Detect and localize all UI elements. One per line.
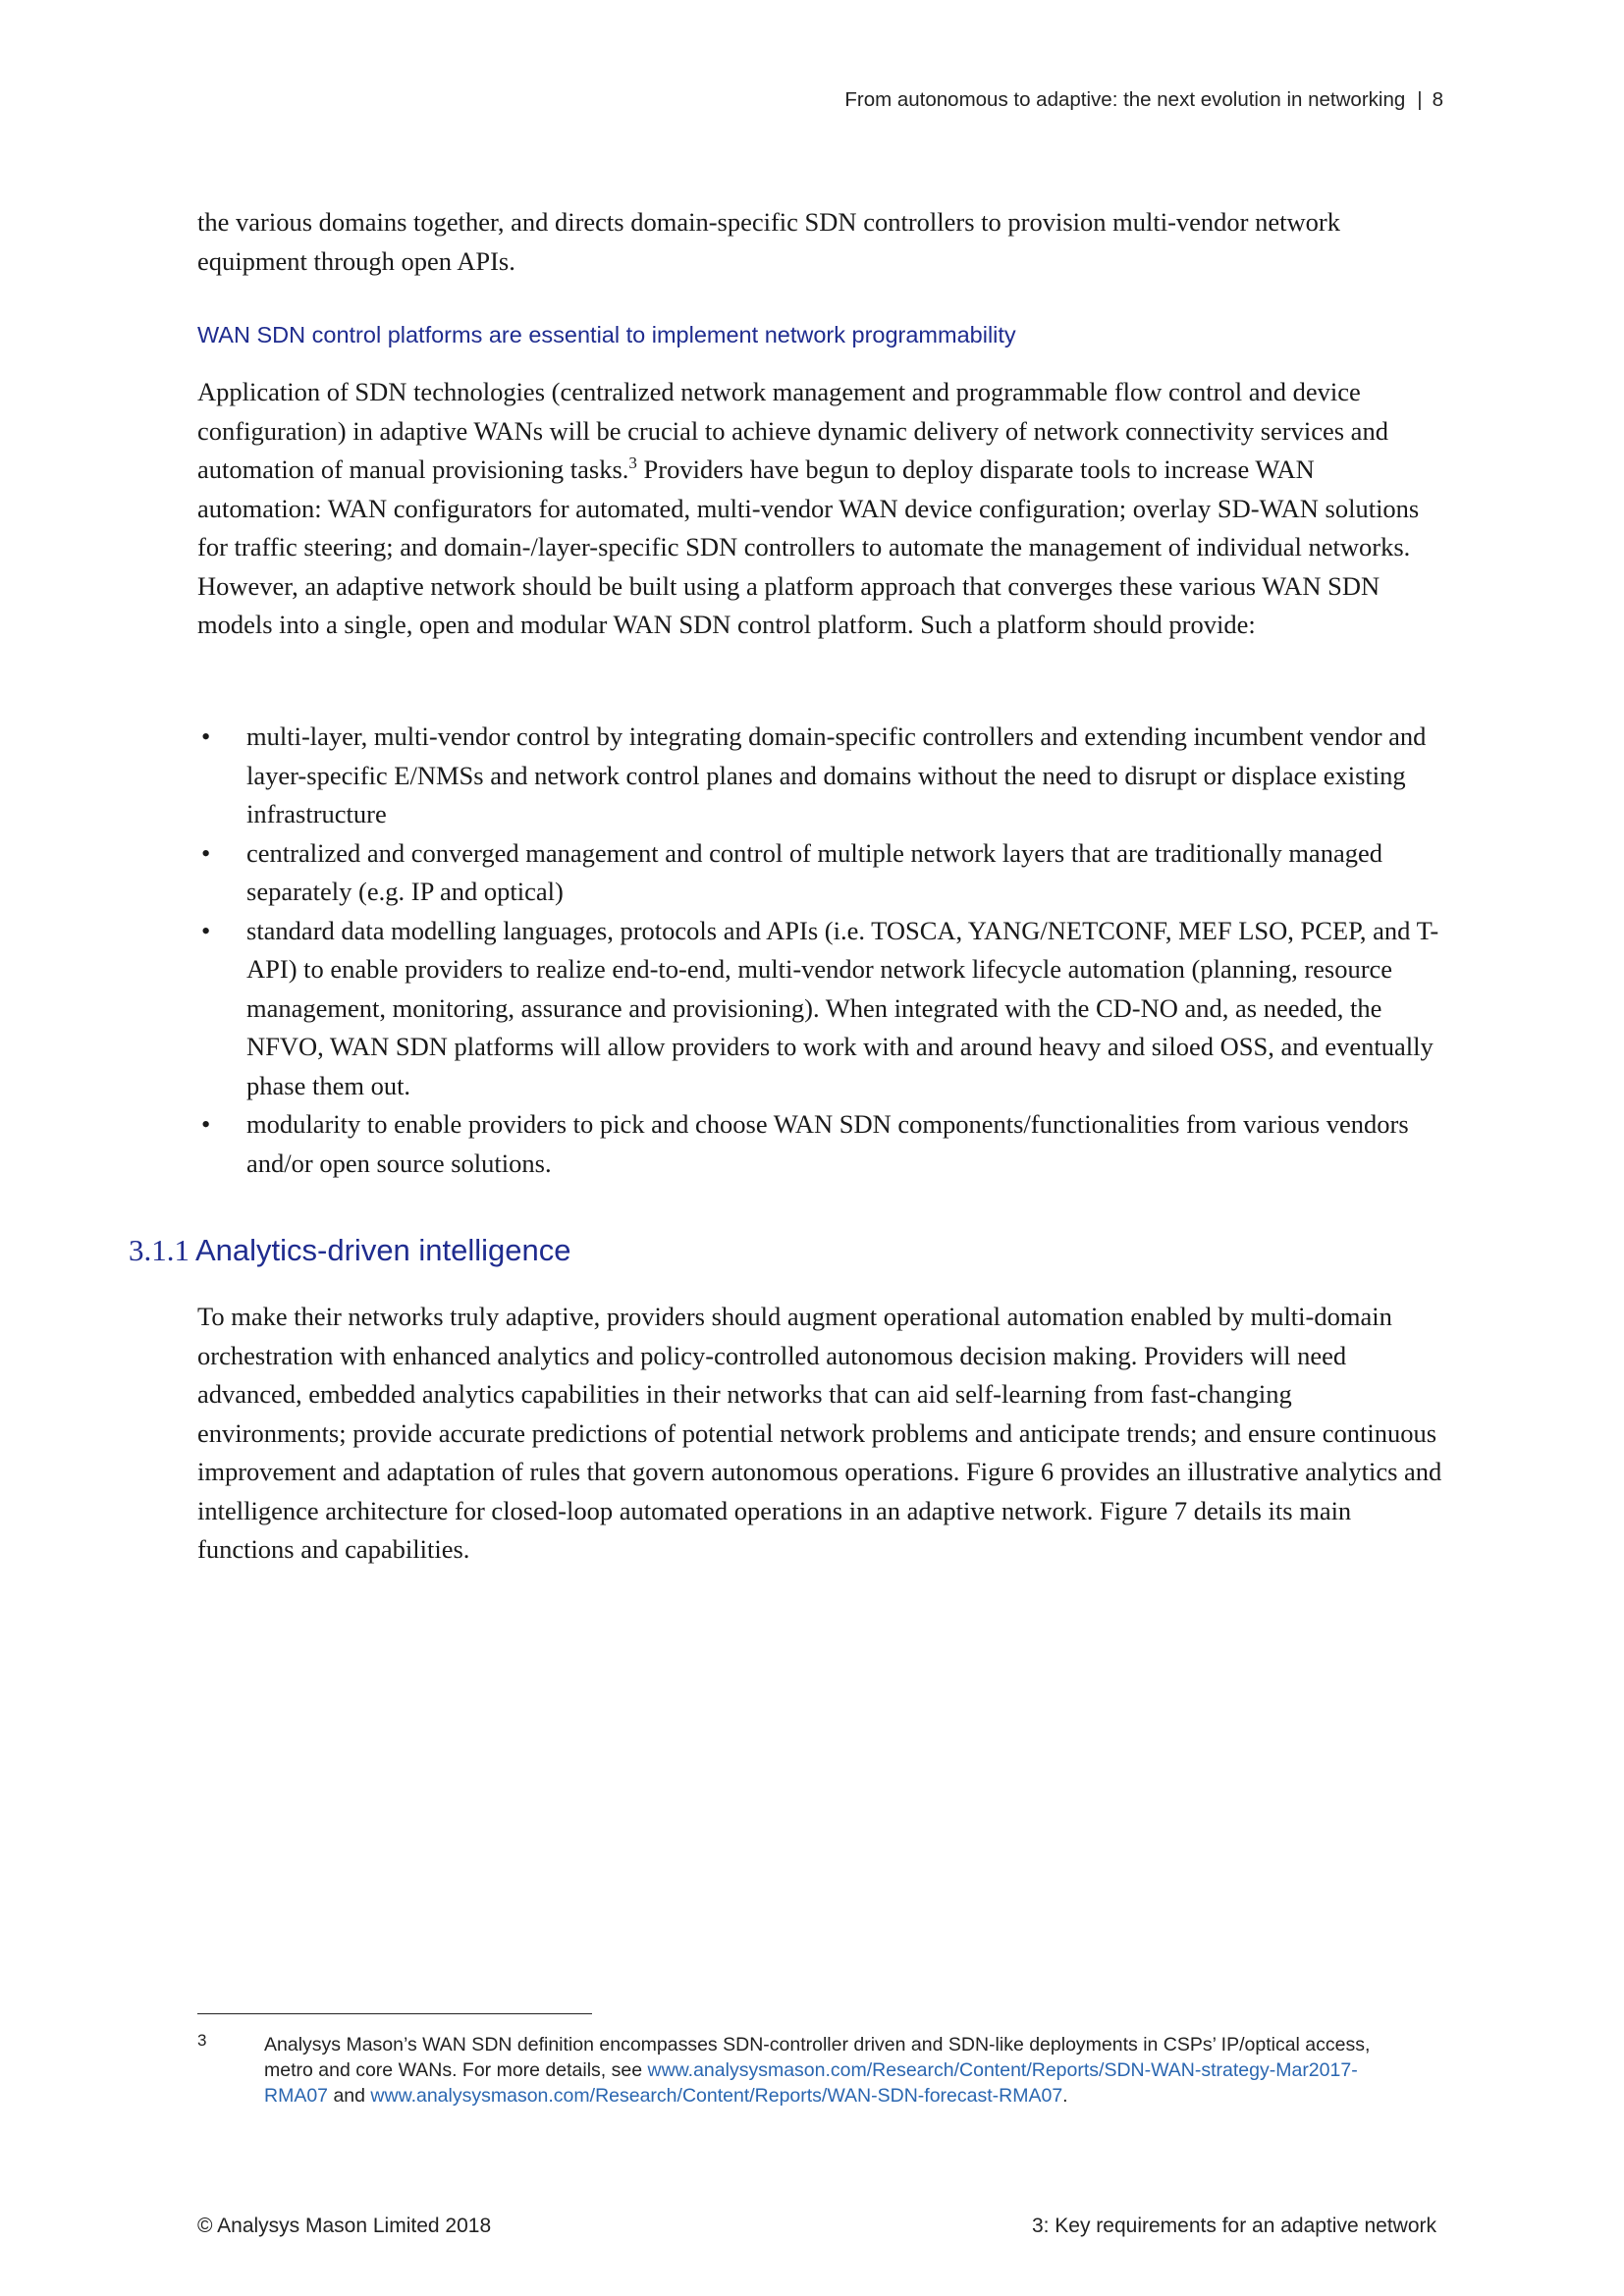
footnote [197,2032,1415,2109]
list-item [197,1105,1444,1183]
running-header [844,88,1443,112]
footnote-text-middle: and [328,2085,371,2107]
list-item [197,912,1444,1106]
analytics-paragraph: To make their networks truly adaptive, providers should augment operational automation enabled by multi-domain orchestration with enhanced analytics and policy-controlled autonomous decision making. Providers will need advanced, embedded analytics capabilities in their networks that can aid self-learning from fast-changing environments; provide accurate predictions of potential network problems and anticipate trends; and ensure continuous improvement and adaptation of rules that govern autonomous operations. Figure 6 provides an illustrative analytics and intelligence architecture for closed-loop automated operations in an adaptive network. Figure 7 details its main functions and capabilities. [197,1302,1442,1564]
footnote-link-sdn-wan-strategy[interactable]: www.analysysmason.com/Research/Content/Reports/SDN-WAN-strategy-Mar2017-RMA07 [264,2059,1358,2107]
list-item-text: centralized and converged management and control of multiple network layers that are traditionally managed separately (e.g. IP and optical) [246,837,1382,906]
wan-sdn-requirements-list [197,718,1444,1183]
list-item [197,718,1444,834]
wan-sdn-paragraph [197,373,1444,645]
wan-sdn-paragraph-text-2: Providers have begun to deploy disparate tools to increase WAN automation: WAN configurators for automated, multi-vendor WAN device configuration; overlay SD-WAN solutions for traffic steering; and domain-/layer-specific SDN controllers to automate the management of individual networks. However, an adaptive network should be built using a platform approach that converges these various WAN SDN models into a single, open and modular WAN SDN control platform. Such a platform should provide: [197,454,1420,639]
list-item-text: standard data modelling languages, protocols and APIs (i.e. TOSCA, YANG/NETCONF, MEF LSO, PCEP, and T-API) to enable providers to realize end-to-end, multi-vendor network lifecycle automation (planning, resource management, monitoring, assurance and provisioning). When integrated with the CD-NO and, as needed, the NFVO, WAN SDN platforms will allow providers to work with and around heavy and siloed OSS, and eventually phase them out. [246,915,1439,1100]
footnote-number: 3 [197,2031,207,2050]
footer-copyright: © Analysys Mason Limited 2018 [197,2215,492,2237]
footnote-link-wan-sdn-forecast[interactable]: www.analysysmason.com/Research/Content/Reports/WAN-SDN-forecast-RMA07 [370,2085,1063,2107]
footnote-text-end: . [1062,2085,1068,2107]
list-item [197,834,1444,912]
section-number: 3.1.1 [129,1233,189,1267]
list-item-text: modularity to enable providers to pick and choose WAN SDN components/functionalities from various vendors and/or open source solutions. [246,1109,1409,1178]
footnote-reference[interactable]: 3 [628,454,637,473]
page-number: 8 [1432,88,1443,111]
section-title: Analytics-driven intelligence [195,1233,571,1267]
footnote-text [264,2032,1415,2109]
list-item-text: multi-layer, multi-vendor control by integrating domain-specific controllers and extending incumbent vendor and layer-specific E/NMSs and network control planes and domains without the need to disrupt or displace existing infrastructure [246,721,1427,828]
header-separator: | [1417,88,1423,111]
footnote-text-start: Analysys Mason’s WAN SDN definition encompasses SDN-controller driven and SDN-like deployments in CSPs’ IP/optical access, metro and core WANs. For more details, see [264,2034,1371,2081]
footer-chapter: 3: Key requirements for an adaptive network [1031,2215,1436,2237]
bullet-icon: • [201,1109,211,1139]
section-heading [129,1233,571,1268]
wan-sdn-subheading: WAN SDN control platforms are essential to implement network programmability [197,322,1016,347]
bullet-icon: • [201,915,211,945]
header-title: From autonomous to adaptive: the next evolution in networking [844,88,1406,111]
bullet-icon: • [201,721,211,751]
footnote-divider [197,2013,592,2014]
bullet-icon: • [201,837,211,868]
wan-sdn-paragraph-text-1: Application of SDN technologies (centralized network management and programmable flow control and device configuration) in adaptive WANs will be crucial to achieve dynamic delivery of network connectivity services and automation of manual provisioning tasks. [197,377,1388,484]
intro-paragraph: the various domains together, and directs domain-specific SDN controllers to provision multi-vendor network equipment through open APIs. [197,207,1340,276]
